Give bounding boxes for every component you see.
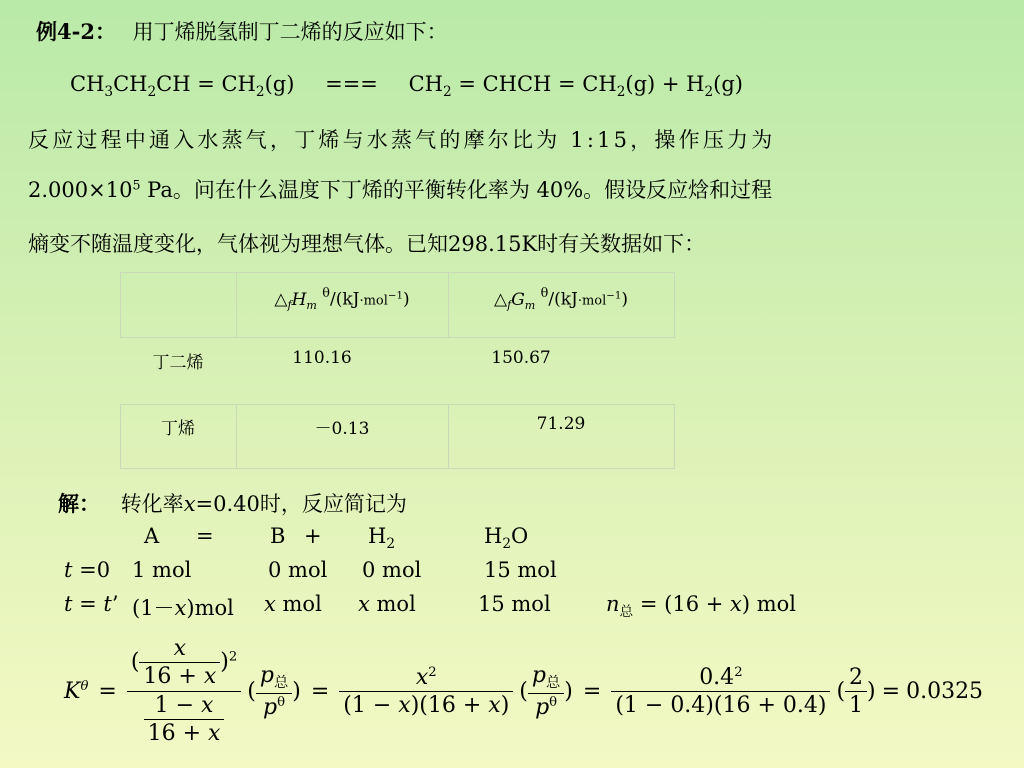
example-heading [36, 16, 448, 46]
species-plus: + [304, 524, 322, 548]
reaction-rhs: $CH_2$ = CHCH = $CH_2(g) + H_2(g)$ [408, 72, 744, 100]
eq-frac-x2: $\frac{x^2}{(1 - x)(16 + x)}$ [339, 665, 513, 718]
t0-B: 0 mol [268, 558, 328, 582]
t-ntotal: $n_总 = (16 + x)$ mol [606, 592, 796, 620]
solution-intro: 转化率x=0.40时，反应简记为 [120, 492, 407, 516]
row-butadiene-dG: 150.67 [491, 348, 551, 368]
species-H2O: $H_2O$ [484, 524, 529, 552]
reaction-arrow: === [325, 72, 378, 96]
t-B: x mol [264, 592, 322, 616]
problem-line-2: $2.000\times 10^5$ Pa。问在什么温度下丁烯的平衡转化率为 40%。假设反应焓和过程 [28, 177, 773, 202]
species-A: A [144, 524, 160, 548]
t-H2O: 15 mol [478, 592, 551, 616]
eq-frac-main: ( $\frac{x}{16 + x}$ )$^2$ $\frac{1 - x}{16 + x}$ [127, 636, 241, 746]
reaction-equation [70, 72, 743, 100]
row-butene-dH: －0.13 [314, 419, 370, 439]
example-intro: 用丁烯脱氢制丁二烯的反应如下： [132, 20, 448, 44]
row-butadiene-dH: 110.16 [292, 348, 352, 368]
t-A: (1－x)mol [132, 596, 234, 620]
species-eq: = [196, 524, 214, 548]
solution-heading [58, 488, 407, 518]
t0-H2: 0 mol [362, 558, 422, 582]
header-gibbs: $\triangle_fG_m$ $^\theta$/(kJ·mol$^{-1}$) [494, 286, 628, 312]
species-H2: $H_2$ [368, 524, 396, 552]
row-butene-name: 丁烯 [161, 419, 195, 439]
equilibrium-equation: $K^\theta$ = ( $\frac{x}{16 + x}$ )$^2$ $\frac{1 - x}{16 + x}$ ( $\frac{p_总}{p^\theta}$ ) = $\frac{x^2}{(1 - x)(16 + x)}$ ( $\frac{p_总}{p^\theta}$ ) = $\frac{0.4^2}{(1 - 0.4)(16 + 0.4)}$ ( $\frac{2}{1}$ ) = 0.0325 [64, 636, 984, 746]
problem-line-1: 反应过程中通入水蒸气，丁烯与水蒸气的摩尔比为 1:15，操作压力为 [28, 128, 776, 152]
row-butene-dG: 71.29 [536, 414, 586, 434]
t-H2: x mol [358, 592, 416, 616]
header-enthalpy: $\triangle_fH_m$ $^\theta$/(kJ·mol$^{-1}$) [274, 286, 410, 312]
t0-label: t =0 [64, 558, 111, 582]
eq-p-ratio-1: $\frac{p_总}{p^\theta}$ [256, 663, 292, 720]
problem-line-3: 熵变不随温度变化，气体视为理想气体。已知298.15K时有关数据如下： [28, 232, 706, 256]
t0-A: 1 mol [132, 558, 192, 582]
eq-result: 0.0325 [906, 678, 984, 704]
solution-label: 解： [58, 491, 100, 516]
example-label: 例4-2： [36, 19, 116, 44]
reaction-lhs: $CH_3CH_2CH = CH_2(g)$ [70, 72, 295, 100]
t0-H2O: 15 mol [484, 558, 557, 582]
row-butadiene-name: 丁二烯 [152, 353, 204, 373]
eq-K: $K^\theta$ [64, 678, 89, 704]
eq-frac-numeric: $\frac{0.4^2}{(1 - 0.4)(16 + 0.4)}$ [611, 665, 830, 718]
t-label: t = t’ [64, 592, 119, 616]
eq-two-over-one: $\frac{2}{1}$ [845, 665, 867, 718]
species-B: B [270, 524, 286, 548]
eq-p-ratio-2: $\frac{p_总}{p^\theta}$ [528, 663, 564, 720]
